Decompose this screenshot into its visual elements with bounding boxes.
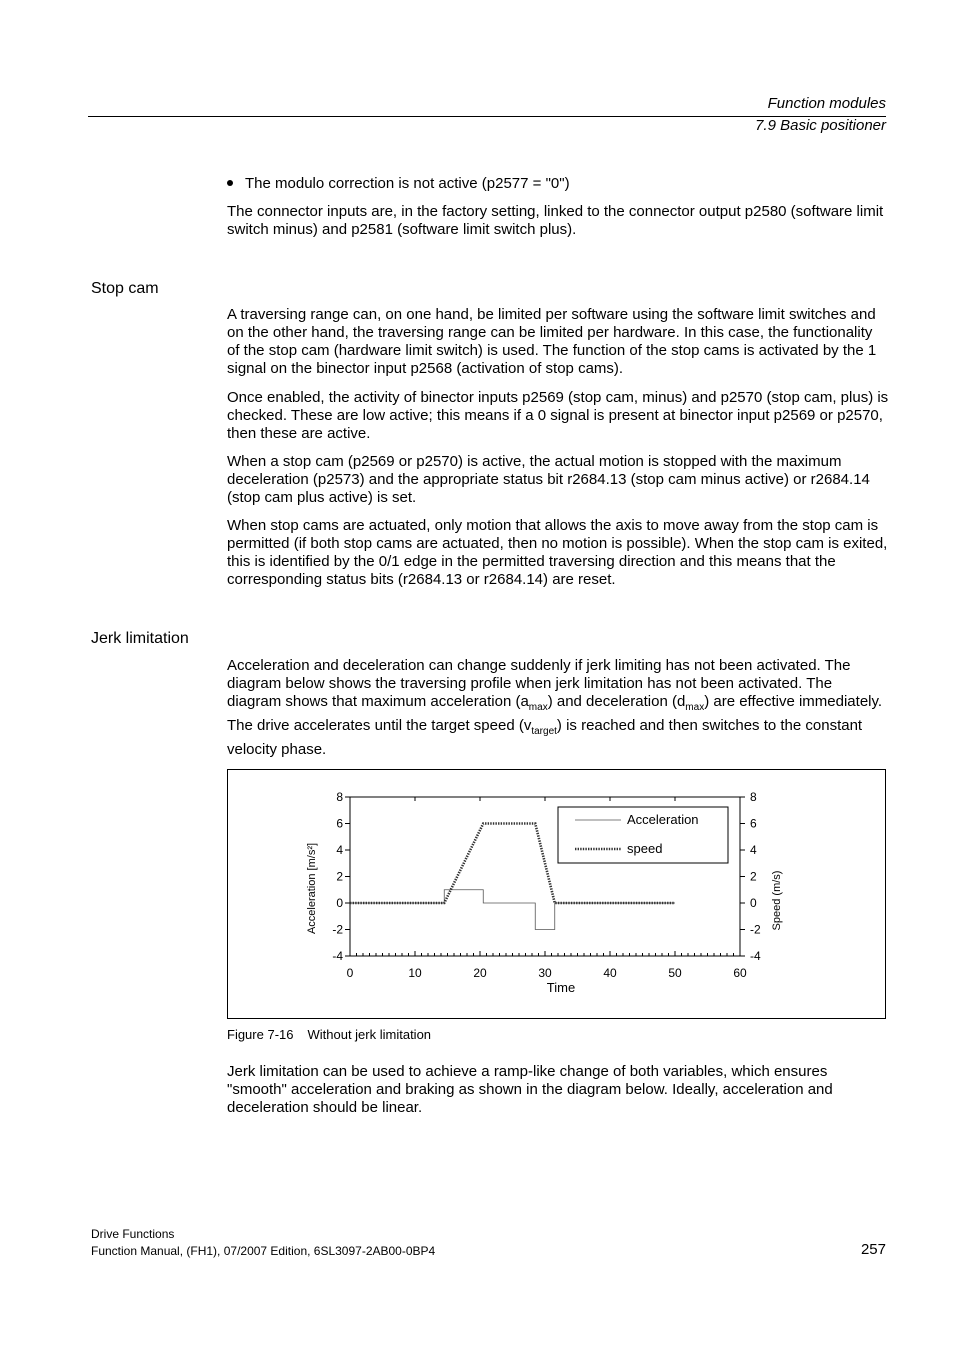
- x-tick-label: 40: [603, 966, 617, 980]
- y-tick-label-right: 8: [750, 790, 757, 804]
- stop-cam-p2-text: Once enabled, the activity of binector inputs p2569 (stop cam, minus) and p2570 (stop cam, plus) is checked. These are low active; this means if a 0 signal is present at binector input p2569 or p2570, then these are active.: [227, 389, 889, 442]
- header-section: Function modules: [767, 95, 886, 112]
- stop-cam-p1-text: A traversing range can, on one hand, be limited per software using the software limit switches and on the other hand, the traversing range can be limited per hardware. In this case, the functionality of the stop cam (hardware limit switch) is used. The function of the stop cams is activated by the 1 signal on the binector input p2568 (activation of stop cams).: [227, 306, 877, 377]
- x-axis-label: Time: [546, 980, 576, 995]
- y-tick-label-right: 4: [750, 843, 757, 857]
- y-tick-label-right: 2: [750, 869, 757, 884]
- bullet-text: The modulo correction is not active (p2577 = "0"): [245, 175, 570, 192]
- y-tick-label-right: -2: [750, 922, 761, 937]
- x-tick-label: 50: [668, 966, 682, 980]
- stop-cam-p2: [227, 389, 889, 443]
- intro-paragraph: [227, 203, 889, 239]
- figure-frame: [227, 769, 886, 1019]
- jerk-heading: Jerk limitation: [91, 630, 189, 647]
- legend-label: speed: [627, 841, 663, 856]
- bullet-item: [227, 175, 570, 193]
- figure-title: Without jerk limitation: [307, 1027, 432, 1042]
- y-tick-label-left: 4: [336, 843, 343, 857]
- footer-title: Drive Functions: [91, 1227, 175, 1241]
- y-axis-label-left: Acceleration [m/s²]: [306, 842, 318, 935]
- x-tick-label: 0: [346, 966, 354, 980]
- y-tick-label-right: 6: [750, 816, 757, 831]
- stop-cam-p4-text: When stop cams are actuated, only motion that allows the axis to move away from the stop cam is permitted (if both stop cams are actuated, then no motion is possible). When the stop cam is exited, this is identified by the 0/1 edge in the permitted traversing direction and this means that the corresponding status bits (r2684.13 or r2684.14) are reset.: [227, 517, 888, 588]
- figure-number: Figure 7-16: [227, 1027, 294, 1042]
- x-tick-label: 60: [733, 966, 747, 980]
- x-tick-label: 20: [473, 966, 487, 980]
- y-axis-label-right: Speed (m/s): [771, 870, 783, 931]
- stop-cam-heading: Stop cam: [91, 280, 159, 297]
- jerk-p1-text: Acceleration and deceleration can change suddenly if jerk limiting has not been activated. The diagram below shows the traversing profile when jerk limitation has not been activated. The diagram shows that maximum acceleration $(a_{max})$ and deceleration $(d_{max})$ are effective immediately. The drive accelerates until the target speed $(v_{target})$ is reached and then switches to the constant velocity phase.: [227, 657, 883, 758]
- chart: [228, 770, 885, 1018]
- y-tick-label-right: -4: [750, 949, 761, 963]
- header-rule: [88, 116, 886, 117]
- legend-label: Acceleration: [627, 812, 699, 827]
- jerk-p1: [227, 657, 889, 759]
- jerk-p2-text: Jerk limitation can be used to achieve a ramp-like change of both variables, which ensures "smooth" acceleration and braking as shown in the diagram below. Ideally, acceleration and deceleration should be linear.: [227, 1063, 833, 1116]
- stop-cam-p4: [227, 517, 889, 589]
- jerk-p2: [227, 1063, 889, 1117]
- y-tick-label-left: 0: [336, 896, 343, 910]
- x-tick-label: 10: [408, 966, 422, 980]
- x-tick-label: 30: [538, 966, 552, 980]
- y-tick-label-right: 0: [750, 896, 757, 910]
- stop-cam-p1: [227, 306, 889, 378]
- y-tick-label-left: 2: [336, 869, 343, 884]
- y-tick-label-left: -4: [332, 949, 343, 963]
- header-subsection: 7.9 Basic positioner: [755, 117, 886, 134]
- y-tick-label-left: 8: [336, 790, 343, 804]
- y-tick-label-left: 6: [336, 816, 343, 831]
- stop-cam-p3-text: When a stop cam (p2569 or p2570) is active, the actual motion is stopped with the maximum deceleration (p2573) and the appropriate status bit r2684.13 (stop cam minus active) or r2684.14 (stop cam plus active) is set.: [227, 453, 870, 506]
- page-number: 257: [860, 1241, 886, 1258]
- bullet-icon: [227, 180, 233, 186]
- figure-caption: [227, 1027, 445, 1042]
- footer-edition: Function Manual, (FH1), 07/2007 Edition, 6SL3097-2AB00-0BP4: [91, 1244, 436, 1258]
- intro-paragraph-text: The connector inputs are, in the factory setting, linked to the connector output p2580 (software limit switch minus) and p2581 (software limit switch plus).: [227, 203, 884, 238]
- y-tick-label-left: -2: [332, 922, 343, 937]
- series-line-acceleration: [350, 890, 675, 930]
- stop-cam-p3: [227, 453, 889, 507]
